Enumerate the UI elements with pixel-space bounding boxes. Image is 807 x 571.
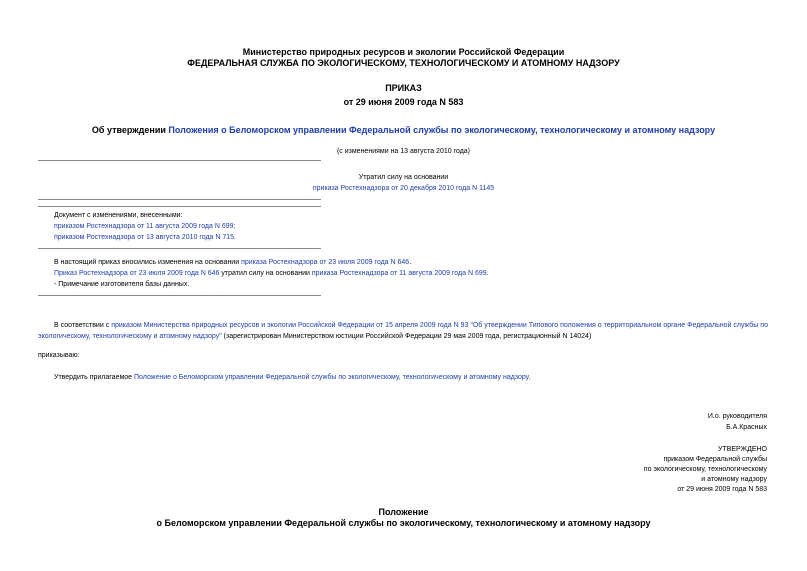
changes-link-699[interactable]: приказом Ростехнадзора от 11 августа 2009 года N 699; [54,223,236,230]
note-link-646-order[interactable]: Приказ Ростехнадзора от 23 июля 2009 года N 646 [54,270,220,277]
service-name: ФЕДЕРАЛЬНАЯ СЛУЖБА ПО ЭКОЛОГИЧЕСКОМУ, ТЕХНОЛОГИЧЕСКОМУ И АТОМНОМУ НАДЗОРУ [187,58,620,68]
note-line-2-end: . [486,270,489,277]
approved-line: и атомному надзору [701,476,767,483]
note-line-1-end: . [409,259,412,266]
lost-force-link [0,184,807,193]
document-type: ПРИКАЗ [385,83,422,93]
approved-title: УТВЕРЖДЕНО [717,446,767,453]
approve-start: Утвердить прилагаемое [54,374,135,381]
ministry-name: Министерство природных ресурсов и экологии Российской Федерации [242,47,565,57]
divider [38,295,321,296]
note-line-1-text: В настоящий приказ вносились изменения на основании [54,259,242,266]
divider [38,206,321,207]
regulation-title: Положение [378,507,429,517]
amended-note: (с изменениями на 13 августа 2010 года) [336,148,471,155]
preamble-end: (зарегистрирован Министерством юстиции Российской Федерации 29 мая 2009 года, регистрационный N 14024) [221,333,592,340]
note-link-646[interactable]: приказа Ростехнадзора от 23 июля 2009 года N 646 [241,259,410,266]
approve-link-regulation[interactable]: Положение о Беломорском управлении Федеральной службы по экологическому, технологическому и атомному надзору [134,374,529,381]
signatory-name: Б.А.Красных [726,424,767,431]
title-prefix: Об утверждении [91,125,169,135]
divider [38,160,321,161]
approved-line: приказом Федеральной службы [663,456,767,463]
approve-paragraph [54,373,530,382]
note-line-2-text: утратил силу на основании [219,270,312,277]
note-line-2 [54,269,489,278]
preamble-link-order-93[interactable]: приказом Министерства природных ресурсов и экологии Российской Федерации от 15 апреля 2009 года N 93 "Об утверждении Типового положения о территориальном органе Федеральной службы по экологическому, технологическому и атомному надзору" [38,322,768,340]
order-word: приказываю: [38,352,80,359]
approved-line: от 29 июня 2009 года N 583 [677,486,767,493]
regulation-subtitle: о Беломорском управлении Федеральной службы по экологическому, технологическому и атомному надзору [156,518,651,528]
title-link[interactable]: Положения о Беломорском управлении Федеральной службы по экологическому, технологическому и атомному надзору [168,125,716,135]
lost-force-label: Утратил силу на основании [358,174,449,181]
document-date-number: от 29 июня 2009 года N 583 [343,97,464,107]
divider [38,248,321,249]
approve-end: . [528,374,531,381]
signatory-position: И.о. руководителя [707,413,767,420]
note-line-1 [54,258,411,267]
changes-box-title: Документ с изменениями, внесенными: [54,212,183,219]
approved-line: по экологическому, технологическому [643,466,767,473]
note-link-699[interactable]: приказа Ростехнадзора от 11 августа 2009 года N 699 [311,270,487,277]
preamble-paragraph [38,320,768,342]
divider [38,199,321,200]
preamble-start: В соответствии с [54,322,112,329]
changes-link-715[interactable]: приказом Ростехнадзора от 13 августа 2010 года N 715. [54,234,236,241]
lost-force-order-link[interactable]: приказа Ростехнадзора от 20 декабря 2010 года N 1145 [312,185,495,192]
note-line-3: - Примечание изготовителя базы данных. [54,281,190,288]
document-title [0,125,807,136]
